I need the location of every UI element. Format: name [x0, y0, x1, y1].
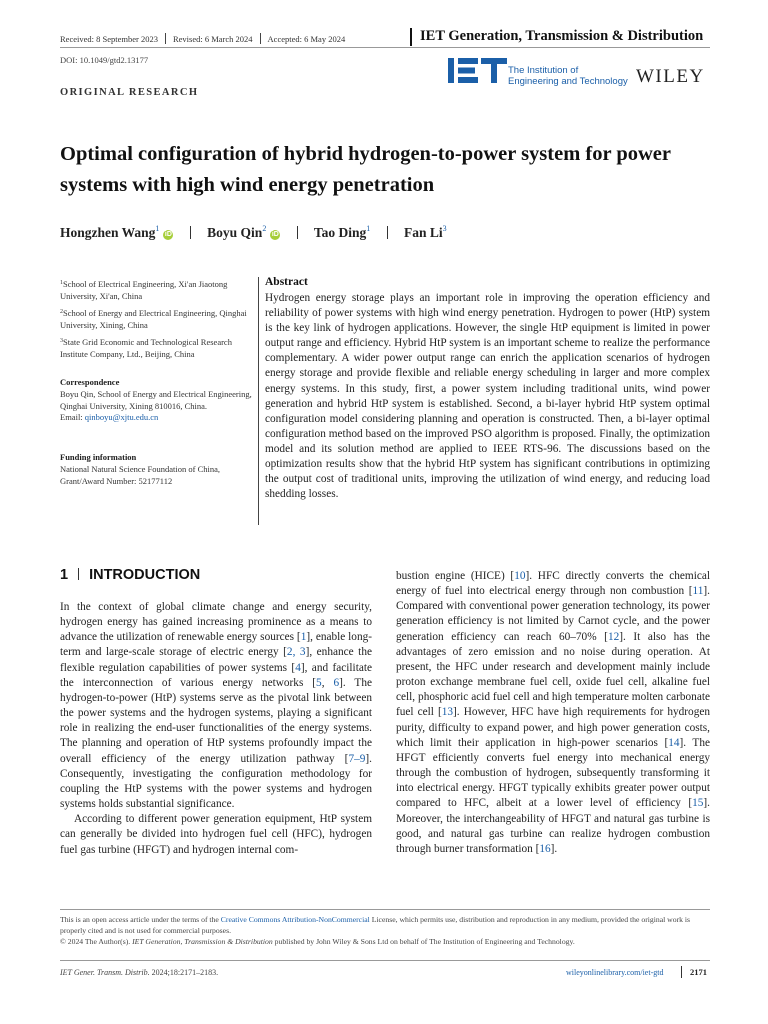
body-column-left	[60, 600, 372, 858]
funding-heading: Funding information	[60, 452, 137, 462]
paragraph: According to different power generation equipment, HtP system can generally be divided into hydrogen fuel cell (HFC), hydrogen fuel gas turbine (HFGT) and hydrogen internal com-	[60, 813, 372, 856]
author-name[interactable]: Fan Li	[403, 225, 443, 240]
revised-date: Revised: 6 March 2024	[172, 34, 253, 44]
abstract-heading: Abstract	[265, 276, 308, 288]
citation-link[interactable]: 16	[539, 842, 551, 855]
correspondence-text	[60, 389, 255, 424]
iet-institution-text	[508, 66, 628, 87]
affiliation-2	[60, 307, 255, 331]
correspondence-heading: Correspondence	[60, 377, 120, 387]
citation-link[interactable]: 2, 3	[286, 646, 306, 659]
affiliation-text: School of Electrical Engineering, Xi'an Jiaotong University, Xi'an, China	[60, 279, 228, 301]
received-date: Received: 8 September 2023	[60, 34, 158, 44]
citation-line	[60, 968, 218, 977]
accepted-date: Accepted: 6 May 2024	[267, 34, 346, 44]
paragraph: bustion engine (HICE) [10]. HFC directly converts the chemical energy of fuel into electrical energy through non combustion [11]. Compared with conventional power generation technology, its power generation efficiency is not limited by Carnot cycle, and the power generation efficiency can reach 60–70% [12]. It also has the advantages of zero emission and no noise during operation. At present, the HFC under research and development mainly include proton exchange membrane fuel cell, oxide fuel cell, alkaline fuel cell, phosphoric acid fuel cell and high temperature molten carbonate fuel cell [13]. However, HFC have high requirements for hydrogen purity, difficulty to expand power, and high power generation costs, which limit their application in high-power scenarios [14]. The HFGT efficiently converts fuel energy into mechanical energy through the combustion of hydrogen, subsequently transforming it into electrical energy. HFGT typically exhibits greater power output compared to HFC, albeit at a lower level of efficiency [15]. Moreover, the interchangeability of HFGT and natural gas turbine is good, and natural gas turbine can realize hydrogen combustion through burner transformation [16].	[396, 570, 711, 855]
journal-title[interactable]: IET Generation, Transmission & Distribution	[420, 28, 704, 44]
abstract-rule	[258, 277, 259, 525]
author-divider	[387, 226, 388, 239]
iet-line-2: Engineering and Technology	[508, 75, 628, 87]
copyright-journal: IET Generation, Transmission & Distribution	[132, 937, 273, 947]
citation-journal: IET Gener. Transm. Distrib.	[60, 968, 150, 977]
citation-link[interactable]: 13	[441, 706, 454, 719]
funding-text: National Natural Science Foundation of China, Grant/Award Number: 52177112	[60, 464, 221, 486]
license-text: This is an open access article under the terms of the	[60, 915, 221, 924]
license-notice	[60, 914, 710, 948]
license-text: License, which permits use, distribution and reproduction in any medium, provided the original work is properly cited and is not used for commercial purposes.	[60, 915, 691, 936]
section-divider	[78, 568, 79, 580]
author-affiliation: 1	[155, 224, 160, 233]
citation-volume: 2024;18:2171–2183.	[149, 968, 219, 977]
section-heading	[60, 567, 200, 583]
author-name[interactable]: Hongzhen Wang	[60, 225, 156, 240]
divider	[165, 33, 166, 44]
divider	[260, 33, 261, 44]
author-affiliation: 3	[442, 224, 447, 233]
footer-rule	[60, 960, 710, 961]
orcid-icon[interactable]: iD	[271, 231, 279, 238]
abstract-text: Hydrogen energy storage plays an important role in improving the operation efficiency and reliability of power systems with high wind energy penetration. Hydrogen to power (HtP) system is the key link of hydrogen applications. However, the single HtP equipment is limited in power output range and efficiency. Hybrid HtP system is an important scheme to realize the performance complementary. A wider power output range can enrich the application scenarios of hydrogen energy storage and provide flexible and reliable energy scheduling in larger and more complex energy systems. In this study, first, a power system including traditional units, wind power generation and hybrid HtP system is established. Second, a bi-layer hybrid HtP system optimal configuration model considering planning and operation is constructed. Then, a bi-layer optimal configuration method based on the improved PSO algorithm is proposed. Finally, the optimization model and its solution method are applied to IEEE RTS-96. The discussions based on the optimization results show that the hybrid HtP system has significant contributions in optimizing the output cost of traditional units, improving the utilization of wind energy, and reducing load shedding losses.	[265, 292, 710, 501]
website-link[interactable]: wileyonlinelibrary.com/iet-gtd	[566, 968, 664, 977]
body-column-right	[396, 569, 710, 857]
wiley-logo[interactable]: WILEY	[636, 66, 705, 87]
page-number: 2171	[690, 967, 707, 977]
article-title: Optimal configuration of hybrid hydrogen-to-power system for power systems with high wind energy penetration	[60, 143, 671, 196]
author-affiliation: 1	[366, 224, 371, 233]
affiliation-3	[60, 336, 255, 360]
affiliation-text: School of Energy and Electrical Engineering, Qinghai University, Xining, China	[60, 308, 247, 330]
email-label: Email:	[60, 412, 85, 422]
section-title: INTRODUCTION	[89, 567, 201, 583]
author-list	[60, 224, 447, 241]
article-type: ORIGINAL RESEARCH	[60, 87, 199, 98]
footer-rule	[60, 909, 710, 910]
author-divider	[190, 226, 191, 239]
author-name[interactable]: Tao Ding	[313, 225, 367, 240]
citation-link[interactable]: 6	[333, 676, 340, 689]
citation-link[interactable]: 1	[300, 631, 307, 644]
article-dates	[60, 33, 345, 44]
copyright-text: published by John Wiley & Sons Ltd on behalf of The Institution of Engineering and Technology.	[272, 937, 575, 947]
page-divider	[681, 966, 682, 978]
doi[interactable]: DOI: 10.1049/gtd2.13177	[60, 55, 149, 65]
author-divider	[297, 226, 298, 239]
header-rule	[60, 47, 710, 48]
citation-link[interactable]: 11	[692, 585, 704, 598]
iet-line-1: The Institution of	[508, 65, 579, 76]
affiliation-text: State Grid Economic and Technological Research Institute Company, Ltd., Beijing, China	[60, 337, 232, 359]
section-number: 1	[60, 567, 69, 583]
affiliation-number: 3	[60, 338, 63, 344]
email-link[interactable]: qinboyu@xjtu.edu.cn	[84, 412, 159, 422]
license-link[interactable]: Creative Commons Attribution-NonCommercial	[220, 915, 370, 924]
correspondence-address: Boyu Qin, School of Energy and Electrical Engineering, Qinghai University, Xining 810016, China.	[60, 389, 252, 411]
citation-link[interactable]: 7–9	[348, 752, 366, 765]
affiliation-number: 1	[60, 280, 63, 286]
citation-link[interactable]: 15	[692, 797, 704, 810]
affiliation-number: 2	[60, 309, 63, 315]
affiliation-1	[60, 278, 255, 302]
paragraph: In the context of global climate change and energy security, hydrogen energy has gained increasing prominence as a means to advance the utilization of renewable energy sources [1], enable long-term and large-scale storage of electric energy [2, 3], enhance the flexible regulation capabilities of power systems [4], and facilitate the interconnection of various energy networks [5, 6]. The hydrogen-to-power (HtP) systems serve as the pivotal link between the power systems and the hydrogen systems, playing a significant role in realizing the end-user functionalities of the energy systems. The planning and operation of HtP systems profoundly impact the overall efficiency of the energy utilization pathway [7–9]. Consequently, investigating the configuration methodology for coupling the HtP systems with the power systems and hydrogen systems holds substantial significance.	[60, 601, 373, 811]
citation-link[interactable]: 14	[668, 736, 680, 749]
copyright-text: © 2024 The Author(s).	[60, 937, 133, 947]
citation-link[interactable]: 10	[514, 570, 526, 582]
orcid-icon[interactable]: iD	[164, 231, 172, 238]
citation-link[interactable]: 4	[295, 661, 301, 674]
iet-logo-icon[interactable]	[448, 57, 508, 84]
citation-link[interactable]: 12	[607, 630, 620, 643]
author-name[interactable]: Boyu Qin	[207, 225, 263, 240]
author-affiliation: 2	[262, 224, 267, 233]
citation-link[interactable]: 5	[316, 676, 322, 689]
